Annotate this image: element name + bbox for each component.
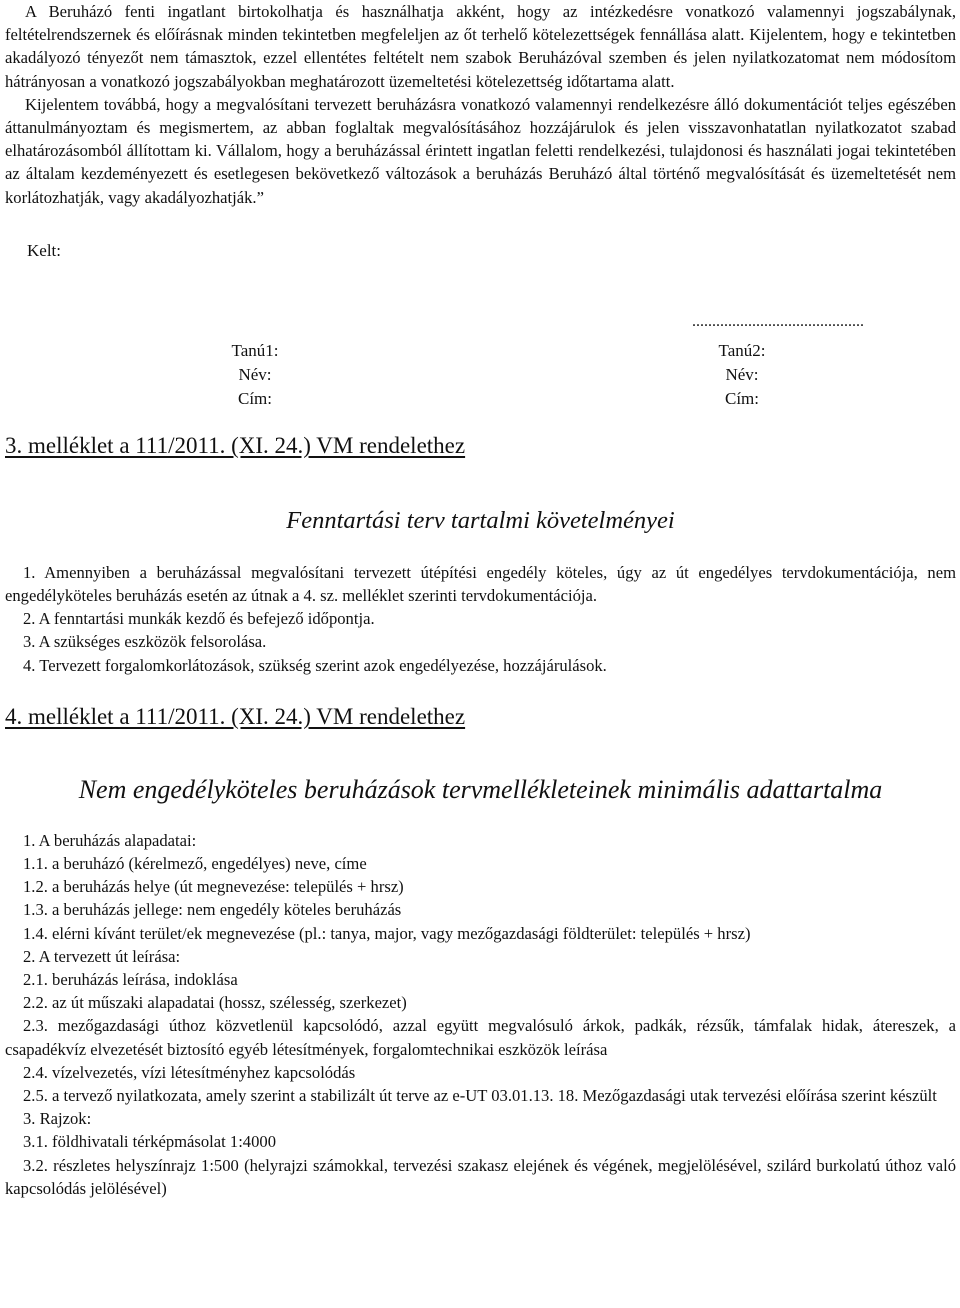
witness-1-name-label: Név:: [238, 364, 272, 384]
list-item: 2.1. beruházás leírása, indoklása: [23, 970, 238, 990]
declaration-paragraph-2: Kijelentem továbbá, hogy a megvalósítani tervezett beruházásra vonatkozó valamennyi rendelkezésre álló dokumentációt teljes egészében áttanulmányoztam és megismertem, az abban foglaltak megvalósításához hozzájárulok és jelen visszavonhatatlan nyilatkozatot szabad elhatározásomból állítottam ki. Vállalom, hogy a beruházással érintett ingatlan feletti rendelkezési, tulajdonosi és használati jogai tekintetében az általam kezdeményezett és esetlegesen bekövetkező változások a beruházás Beruházó által történő megvalósítását és üzemeltetését nem korlátozhatják, vagy akadályozhatják.”: [5, 94, 956, 207]
list-item: 3.1. földhivatali térképmásolat 1:4000: [23, 1132, 276, 1152]
list-item: 1.1. a beruházó (kérelmező, engedélyes) neve, címe: [23, 854, 367, 874]
list-item: 3. Rajzok:: [23, 1109, 92, 1129]
list-item: 4. Tervezett forgalomkorlátozások, szükség szerint azok engedélyezése, hozzájárulások.: [23, 655, 607, 675]
witness-2-name-label: Név:: [725, 364, 759, 384]
witness-1-address-label: Cím:: [237, 388, 272, 408]
list-item: 2.3. mezőgazdasági úthoz közvetlenül kapcsolódó, azzal együtt megvalósuló árkok, padkák, rézsűk, támfalak hidak, átereszek, a csapadékvíz elvezetését biztosító egyéb létesítmények, forgalomtechnikai eszközök leírása: [5, 1016, 956, 1059]
list-item: 3.2. részletes helyszínrajz 1:500 (helyrajzi számokkal, tervezési szakasz elejének és végének, megjelölésével, szilárd burkolatú úthoz való kapcsolódás jelölésével): [5, 1155, 956, 1198]
list-item: 2. A fenntartási munkák kezdő és befejező időpontja.: [23, 609, 375, 629]
annex-3-list: [5, 561, 956, 677]
list-item: 1.3. a beruházás jellege: nem engedély köteles beruházás: [23, 900, 402, 920]
list-item: 1. A beruházás alapadatai:: [23, 830, 197, 850]
list-item: 2.2. az út műszaki alapadatai (hossz, szélesség, szerkezet): [23, 993, 407, 1013]
list-item: 2.4. vízelvezetés, vízi létesítményhez kapcsolódás: [23, 1062, 356, 1082]
list-item: 3. A szükséges eszközök felsorolása.: [23, 632, 267, 652]
annex-4-title: Nem engedélyköteles beruházások tervmellékleteinek minimális adattartalma: [78, 774, 883, 804]
list-item: 1.4. elérni kívánt terület/ek megnevezése (pl.: tanya, major, vagy mezőgazdasági földterület: település + hrsz): [23, 923, 751, 943]
list-item: 2.5. a tervező nyilatkozata, amely szerint a stabilizált út terve az e-UT 03.01.13. 18. Mezőgazdasági utak tervezési előírása szerint készült: [23, 1086, 937, 1106]
witness-2-address-label: Cím:: [724, 388, 759, 408]
annex-4-heading: 4. melléklet a 111/2011. (XI. 24.) VM rendelethez: [5, 703, 466, 729]
annex-3-title: Fenntartási terv tartalmi követelményei: [286, 506, 675, 534]
list-item: 2. A tervezett út leírása:: [23, 946, 181, 966]
witness-2: [682, 339, 802, 411]
annex-4-list: [5, 829, 956, 1200]
list-item: 1.2. a beruházás helye (út megnevezése: település + hrsz): [23, 877, 404, 897]
declaration-paragraph-1: A Beruházó fenti ingatlant birtokolhatja és használhatja akként, hogy az intézkedésre vonatkozó valamennyi jogszabálynak, feltételrendszernek és előírásnak minden tekintetben megfeleljen az őt terhelő kötelezettségek fennállása alatt. Kijelentem, hogy e tekintetben akadályozó tényezőt nem támasztok, ezzel ellentétes feltételt nem szabok Beruházóval szemben és jelen nyilatkozatomat nem módosítom hátrányosan a vonatkozó jogszabályokban meghatározott üzemeltetési kötelezettség időtartama alatt.: [5, 2, 956, 91]
annex-3-heading: 3. melléklet a 111/2011. (XI. 24.) VM rendelethez: [5, 432, 466, 458]
witness-block: [5, 339, 956, 417]
witness-1-title: Tanú1:: [231, 340, 279, 360]
list-item: 1. Amennyiben a beruházással megvalósítani tervezett útépítési engedély köteles, úgy az út engedélyes tervdokumentációja, nem engedélyköteles beruházás esetén az útnak a 4. sz. melléklet szerinti tervdokumentációja.: [5, 562, 956, 606]
signature-line: ...........................................: [692, 312, 864, 330]
witness-2-title: Tanú2:: [718, 340, 766, 360]
date-label: Kelt:: [27, 240, 61, 260]
witness-1: [195, 339, 315, 411]
